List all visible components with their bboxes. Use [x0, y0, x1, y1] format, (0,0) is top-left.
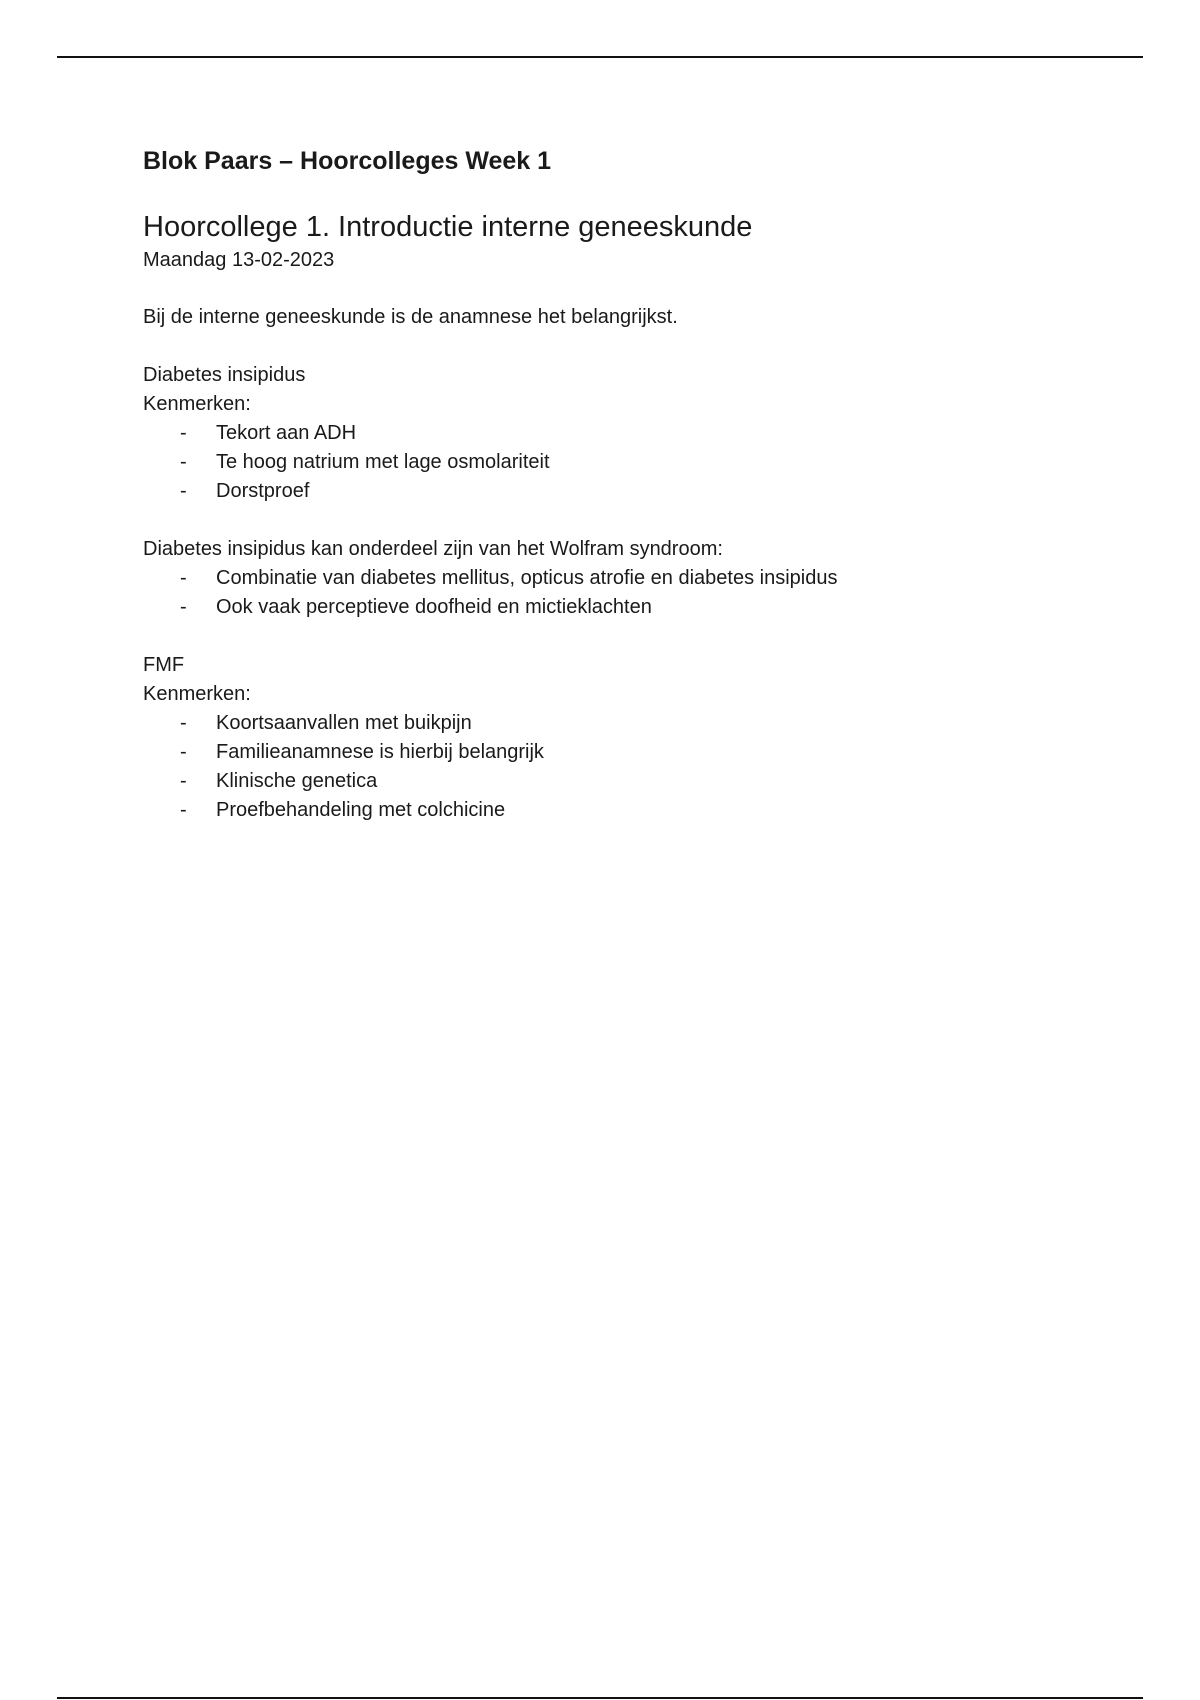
spacer [143, 274, 1123, 303]
fmf-heading: FMF [143, 654, 185, 676]
list-item [143, 796, 1123, 825]
bullet-dash: - [180, 741, 187, 763]
fmf-features-list [143, 709, 1123, 825]
spacer [143, 506, 1123, 535]
bullet-dash: - [180, 712, 187, 734]
list-item-text: Familieanamnese is hierbij belangrijk [216, 741, 544, 763]
list-item [143, 593, 1123, 622]
list-item-text: Ook vaak perceptieve doofheid en mictieklachten [216, 596, 652, 618]
wolfram-paragraph: Diabetes insipidus kan onderdeel zijn van het Wolfram syndroom: [143, 538, 723, 560]
bullet-dash: - [180, 451, 187, 473]
bullet-dash: - [180, 567, 187, 589]
list-item-text: Klinische genetica [216, 770, 378, 792]
list-item [143, 738, 1123, 767]
spacer [143, 622, 1123, 651]
di-features-label: Kenmerken: [143, 393, 251, 415]
wolfram-list [143, 564, 1123, 622]
list-item-text: Tekort aan ADH [216, 422, 357, 444]
bullet-dash: - [180, 480, 187, 502]
list-item-text: Te hoog natrium met lage osmolariteit [216, 451, 550, 473]
list-item-text: Koortsaanvallen met buikpijn [216, 712, 472, 734]
fmf-features-label: Kenmerken: [143, 683, 251, 705]
page-bottom-rule [57, 1697, 1143, 1699]
bullet-dash: - [180, 770, 187, 792]
list-item-text: Dorstproef [216, 480, 310, 502]
bullet-dash: - [180, 422, 187, 444]
list-item [143, 477, 1123, 506]
document-body [143, 144, 1123, 825]
di-features-list [143, 419, 1123, 506]
list-item [143, 767, 1123, 796]
list-item [143, 709, 1123, 738]
di-heading: Diabetes insipidus [143, 364, 306, 386]
lecture-date: Maandag 13-02-2023 [143, 249, 335, 271]
lecture-title: Hoorcollege 1. Introductie interne geneeskunde [143, 211, 753, 243]
spacer [143, 332, 1123, 361]
bullet-dash: - [180, 799, 187, 821]
list-item [143, 448, 1123, 477]
list-item-text: Proefbehandeling met colchicine [216, 799, 506, 821]
page-top-rule [57, 56, 1143, 58]
list-item-text: Combinatie van diabetes mellitus, opticus atrofie en diabetes insipidus [216, 567, 838, 589]
document-title: Blok Paars – Hoorcolleges Week 1 [143, 147, 552, 175]
list-item [143, 419, 1123, 448]
intro-paragraph: Bij de interne geneeskunde is de anamnese het belangrijkst. [143, 306, 678, 328]
bullet-dash: - [180, 596, 187, 618]
list-item [143, 564, 1123, 593]
